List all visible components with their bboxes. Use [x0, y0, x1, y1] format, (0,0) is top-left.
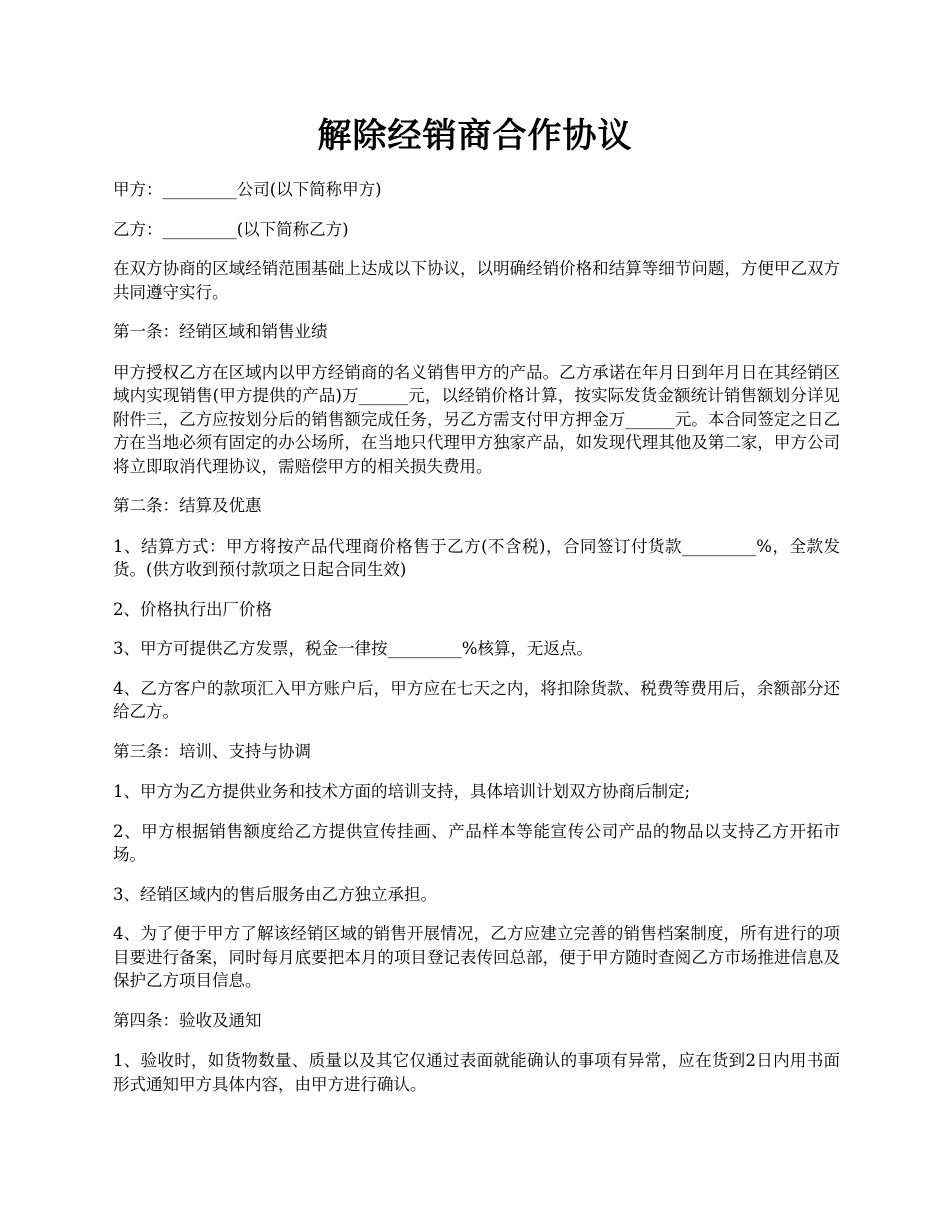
- article-2-heading: 第二条：结算及优惠: [113, 496, 262, 515]
- article-4-item-1: 1、验收时，如货物数量、质量以及其它仅通过表面就能确认的事项有异常，应在货到2日内用书面形式通知甲方具体内容，由甲方进行确认。: [113, 1051, 840, 1094]
- article-1-body: 甲方授权乙方在区域内以甲方经销商的名义销售甲方的产品。乙方承诺在年月日到年月日在其经销区域内实现销售(甲方提供的产品)万______元，以经销价格计算，按实际发货金额统计销售额划分详见附件三，乙方应按划分后的销售额完成任务，另乙方需支付甲方押金万______元。本合同签定之日乙方在当地必须有固定的办公场所，在当地只代理甲方独家产品，如发现代理其他及第二家，甲方公司将立即取消代理协议，需赔偿甲方的相关损失费用。: [113, 362, 840, 476]
- party-b-line: 乙方：_________(以下简称乙方): [113, 219, 349, 239]
- article-2-item-4: 4、乙方客户的款项汇入甲方账户后，甲方应在七天之内，将扣除货款、税费等费用后，余额部分还给乙方。: [113, 678, 840, 721]
- article-3-item-1: 1、甲方为乙方提供业务和技术方面的培训支持，具体培训计划双方协商后制定;: [113, 782, 691, 801]
- article-2-item-3: 3、甲方可提供乙方发票，税金一律按_________%核算，无返点。: [113, 639, 593, 658]
- intro-paragraph: 在双方协商的区域经销范围基础上达成以下协议，以明确经销价格和结算等细节问题，方便甲乙双方共同遵守实行。: [113, 259, 840, 302]
- article-3-item-2: 2、甲方根据销售额度给乙方提供宣传挂画、产品样本等能宣传公司产品的物品以支持乙方开拓市场。: [113, 821, 840, 864]
- article-2-item-2: 2、价格执行出厂价格: [113, 599, 272, 619]
- article-1-heading: 第一条：经销区域和销售业绩: [113, 322, 328, 341]
- article-3-item-3: 3、经销区域内的售后服务由乙方独立承担。: [113, 884, 437, 904]
- article-4-heading: 第四条：验收及通知: [113, 1010, 262, 1030]
- party-a-line: 甲方：_________公司(以下简称甲方): [113, 180, 382, 199]
- document-title: 解除经销商合作协议: [317, 116, 633, 156]
- document-body: [113, 178, 840, 1112]
- article-2-item-1: 1、结算方式：甲方将按产品代理商价格售于乙方(不含税)，合同签订付货款_________%，全款发货。(供方收到预付款项之日起合同生效): [113, 536, 840, 579]
- article-3-heading: 第三条：培训、支持与协调: [113, 741, 311, 761]
- article-3-item-4: 4、为了便于甲方了解该经销区域的销售开展情况，乙方应建立完善的销售档案制度，所有进行的项目要进行备案，同时每月底要把本月的项目登记表传回总部，便于甲方随时查阅乙方市场推进信息及保护乙方项目信息。: [113, 924, 840, 990]
